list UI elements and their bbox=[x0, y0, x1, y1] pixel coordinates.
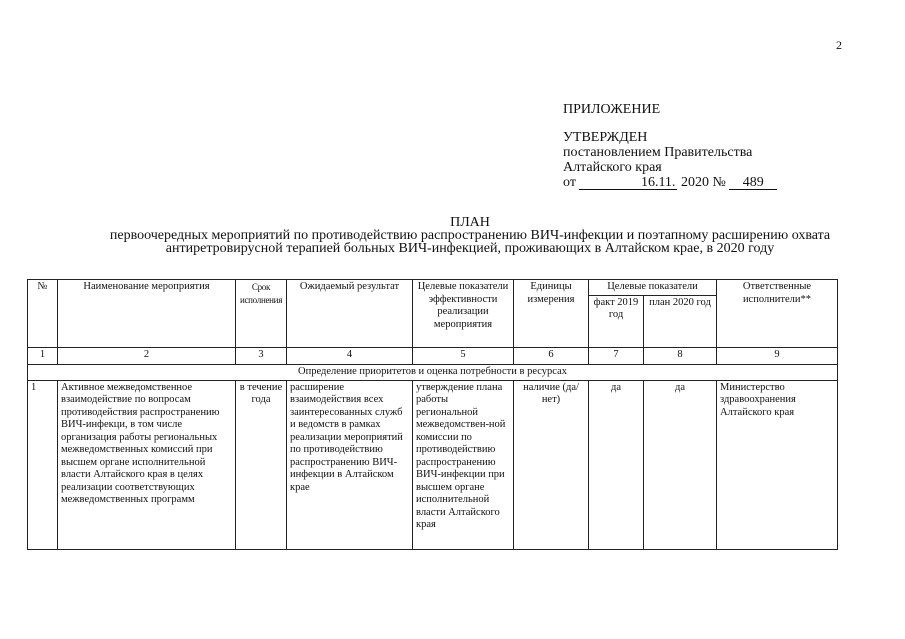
column-number-row bbox=[28, 347, 838, 364]
section-title: Определение приоритетов и оценка потребности в ресурсах bbox=[28, 364, 838, 380]
header-name: Наименование мероприятия bbox=[58, 280, 236, 348]
header-no: № bbox=[28, 280, 58, 348]
appendix-heading: ПРИЛОЖЕНИЕ bbox=[563, 102, 661, 117]
column-number: 2 bbox=[58, 347, 236, 364]
plan-subtitle-line-2: антиретровирусной терапией больных ВИЧ-инфекцией, проживающих в Алтайском крае, в 2020 году bbox=[165, 241, 775, 256]
header-term: Срок исполнения bbox=[236, 280, 287, 348]
column-number: 3 bbox=[236, 347, 287, 364]
header-units: Единицы измерения bbox=[514, 280, 589, 348]
header-target: Целевые показатели эффективности реализации мероприятия bbox=[413, 280, 514, 348]
section-row bbox=[28, 364, 838, 380]
plan-heading: ПЛАН bbox=[450, 215, 490, 230]
table-row bbox=[28, 380, 838, 549]
row-fact: да bbox=[589, 380, 644, 549]
row-number: 1 bbox=[28, 380, 58, 549]
row-target: утверждение плана работы региональной межведомствен-ной комиссии по противодействию распространению ВИЧ-инфекции при высшем органе исполнительной власти Алтайского края bbox=[413, 380, 514, 549]
header-indicators: Целевые показатели bbox=[589, 280, 717, 296]
row-result: расширение взаимодействия всех заинтересованных служб и ведомств в рамках реализации мероприятий по противодействию распространению ВИЧ-инфекции в Алтайском крае bbox=[287, 380, 413, 549]
approved-label: УТВЕРЖДЕН bbox=[563, 130, 648, 145]
row-responsible: Министерство здравоохранения Алтайского края bbox=[717, 380, 838, 549]
page-number: 2 bbox=[836, 38, 842, 52]
column-number: 4 bbox=[287, 347, 413, 364]
decree-date: 16.11. bbox=[579, 176, 677, 190]
header-plan: план 2020 год bbox=[644, 295, 717, 347]
decree-line-2: Алтайского края bbox=[563, 160, 662, 175]
decree-line-1: постановлением Правительства bbox=[563, 145, 753, 160]
column-number: 6 bbox=[514, 347, 589, 364]
header-fact: факт 2019 год bbox=[589, 295, 644, 347]
header-result: Ожидаемый результат bbox=[287, 280, 413, 348]
column-number: 5 bbox=[413, 347, 514, 364]
year-label: 2020 № bbox=[680, 175, 726, 190]
header-responsible: Ответственные исполнители** bbox=[717, 280, 838, 348]
row-units: наличие (да/нет) bbox=[514, 380, 589, 549]
decree-date-line bbox=[563, 175, 777, 190]
plan-subtitle-line-1: первоочередных мероприятий по противодействию распространению ВИЧ-инфекции и поэтапному расширению охвата bbox=[109, 228, 831, 243]
plan-title bbox=[70, 216, 870, 255]
row-name: Активное межведомственное взаимодействие по вопросам противодействия распространению ВИЧ-инфекци, в том числе организация работы региональных межведомственных комиссий при высшем органе исполнительной власти Алтайского края в целях реализации соответствующих межведомственных программ bbox=[58, 380, 236, 549]
plan-table bbox=[27, 279, 838, 550]
row-term: в течение года bbox=[236, 380, 287, 549]
row-plan: да bbox=[644, 380, 717, 549]
from-label: от bbox=[563, 175, 576, 190]
column-number: 1 bbox=[28, 347, 58, 364]
decree-number: 489 bbox=[729, 176, 777, 190]
column-number: 8 bbox=[644, 347, 717, 364]
column-number: 9 bbox=[717, 347, 838, 364]
approval-block bbox=[563, 102, 777, 190]
column-number: 7 bbox=[589, 347, 644, 364]
header-row bbox=[28, 280, 838, 296]
